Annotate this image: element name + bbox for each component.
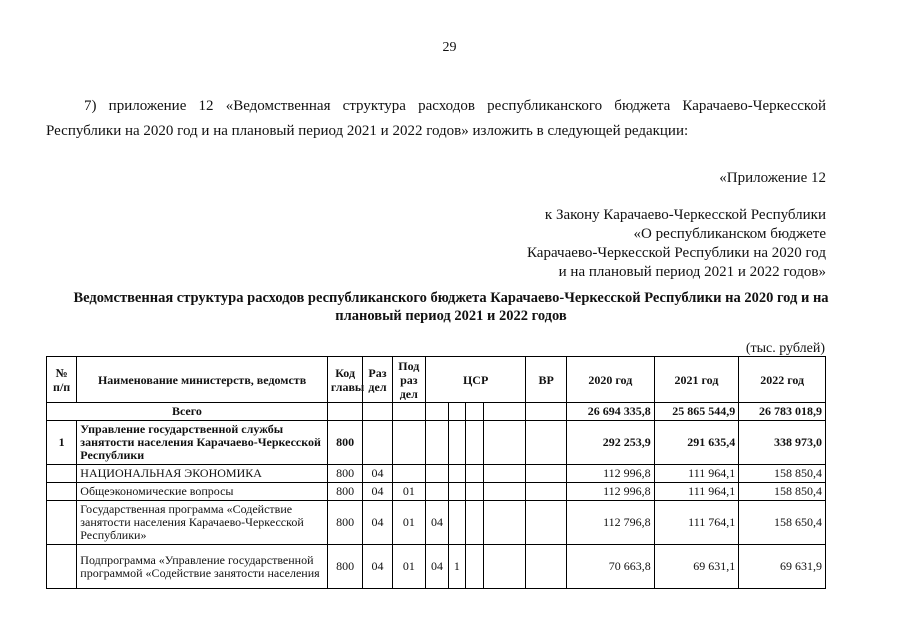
row-2021: 111 964,1 xyxy=(654,483,739,501)
row-csr4 xyxy=(484,421,526,465)
row-csr4 xyxy=(484,465,526,483)
row-2022: 69 631,9 xyxy=(739,545,826,589)
table-title: Ведомственная структура расходов республиканского бюджета Карачаево-Черкесской Республики на 2020 год и на плановый период 2021 и 2022 годов xyxy=(73,290,829,324)
row-vr xyxy=(526,483,567,501)
table-header-row xyxy=(47,357,826,403)
row-csr2 xyxy=(448,465,465,483)
row-subsection xyxy=(392,465,425,483)
total-row xyxy=(47,403,826,421)
appendix-ref-line: к Закону Карачаево-Черкесской Республики xyxy=(544,207,826,223)
row-2021: 291 635,4 xyxy=(654,421,739,465)
row-section: 04 xyxy=(363,483,392,501)
budget-table xyxy=(46,356,826,589)
row-subsection: 01 xyxy=(392,483,425,501)
row-name: Управление государственной службы занятости населения Карачаево-Черкесской Республики xyxy=(77,421,328,465)
row-2022: 158 650,4 xyxy=(739,501,826,545)
header-2021: 2021 год xyxy=(654,357,739,403)
row-csr4 xyxy=(484,501,526,545)
row-csr1 xyxy=(426,465,449,483)
header-2022: 2022 год xyxy=(739,357,826,403)
header-name: Наименование министерств, ведомств xyxy=(77,357,328,403)
unit-label: (тыс. рублей) xyxy=(745,341,825,356)
row-subsection: 01 xyxy=(392,545,425,589)
appendix-ref-line: Карачаево-Черкесской Республики на 2020 год xyxy=(527,245,826,261)
appendix-reference xyxy=(527,206,826,282)
table-row xyxy=(47,421,826,465)
row-num: 1 xyxy=(47,421,77,465)
row-csr1: 04 xyxy=(426,501,449,545)
header-2020: 2020 год xyxy=(566,357,654,403)
row-name: Общеэкономические вопросы xyxy=(77,483,328,501)
row-2020: 112 996,8 xyxy=(566,483,654,501)
header-csr: ЦСР xyxy=(426,357,526,403)
row-2021: 111 764,1 xyxy=(654,501,739,545)
row-csr3 xyxy=(465,421,484,465)
row-csr1 xyxy=(426,483,449,501)
row-vr xyxy=(526,421,567,465)
table-row xyxy=(47,545,826,589)
header-subsection: Под раз дел xyxy=(392,357,425,403)
row-vr xyxy=(526,465,567,483)
appendix-heading: «Приложение 12 xyxy=(719,170,826,186)
intro-paragraph: 7) приложение 12 «Ведомственная структура расходов республиканского бюджета Карачаево-Черкесской Республики на 2020 год и на плановый период 2021 и 2022 годов» изложить в следующей редакции: xyxy=(46,98,826,139)
row-code: 800 xyxy=(327,545,363,589)
row-subsection xyxy=(392,421,425,465)
row-code: 800 xyxy=(327,421,363,465)
row-vr xyxy=(526,545,567,589)
row-2022: 338 973,0 xyxy=(739,421,826,465)
row-name: Государственная программа «Содействие занятости населения Карачаево-Черкесской Республики» xyxy=(77,501,328,545)
row-csr4 xyxy=(484,483,526,501)
row-num xyxy=(47,465,77,483)
row-csr2 xyxy=(448,501,465,545)
row-2022: 158 850,4 xyxy=(739,483,826,501)
total-label: Всего xyxy=(47,403,328,421)
row-2022: 158 850,4 xyxy=(739,465,826,483)
row-csr1: 04 xyxy=(426,545,449,589)
table-row xyxy=(47,465,826,483)
total-2020: 26 694 335,8 xyxy=(566,403,654,421)
appendix-ref-line: «О республиканском бюджете xyxy=(633,226,826,242)
table-row xyxy=(47,483,826,501)
header-code: Код главы xyxy=(327,357,363,403)
row-2021: 111 964,1 xyxy=(654,465,739,483)
row-csr3 xyxy=(465,483,484,501)
row-csr2 xyxy=(448,421,465,465)
row-section: 04 xyxy=(363,501,392,545)
row-vr xyxy=(526,501,567,545)
row-csr4 xyxy=(484,545,526,589)
row-code: 800 xyxy=(327,465,363,483)
header-section: Раз дел xyxy=(363,357,392,403)
row-num xyxy=(47,545,77,589)
row-2020: 112 796,8 xyxy=(566,501,654,545)
row-section: 04 xyxy=(363,465,392,483)
row-code: 800 xyxy=(327,483,363,501)
total-2022: 26 783 018,9 xyxy=(739,403,826,421)
header-vr: ВР xyxy=(526,357,567,403)
table-row xyxy=(47,501,826,545)
row-name: НАЦИОНАЛЬНАЯ ЭКОНОМИКА xyxy=(77,465,328,483)
row-name: Подпрограмма «Управление государственной программой «Содействие занятости населения xyxy=(77,545,328,589)
row-subsection: 01 xyxy=(392,501,425,545)
row-2020: 292 253,9 xyxy=(566,421,654,465)
row-csr1 xyxy=(426,421,449,465)
total-2021: 25 865 544,9 xyxy=(654,403,739,421)
row-code: 800 xyxy=(327,501,363,545)
appendix-ref-line: и на плановый период 2021 и 2022 годов» xyxy=(558,264,826,280)
row-section: 04 xyxy=(363,545,392,589)
row-2020: 112 996,8 xyxy=(566,465,654,483)
row-num xyxy=(47,501,77,545)
row-2021: 69 631,1 xyxy=(654,545,739,589)
row-num xyxy=(47,483,77,501)
row-csr3 xyxy=(465,545,484,589)
header-num: № п/п xyxy=(47,357,77,403)
row-csr2 xyxy=(448,483,465,501)
row-csr3 xyxy=(465,465,484,483)
row-csr2: 1 xyxy=(448,545,465,589)
row-csr3 xyxy=(465,501,484,545)
page-number: 29 xyxy=(442,40,457,55)
row-section xyxy=(363,421,392,465)
row-2020: 70 663,8 xyxy=(566,545,654,589)
